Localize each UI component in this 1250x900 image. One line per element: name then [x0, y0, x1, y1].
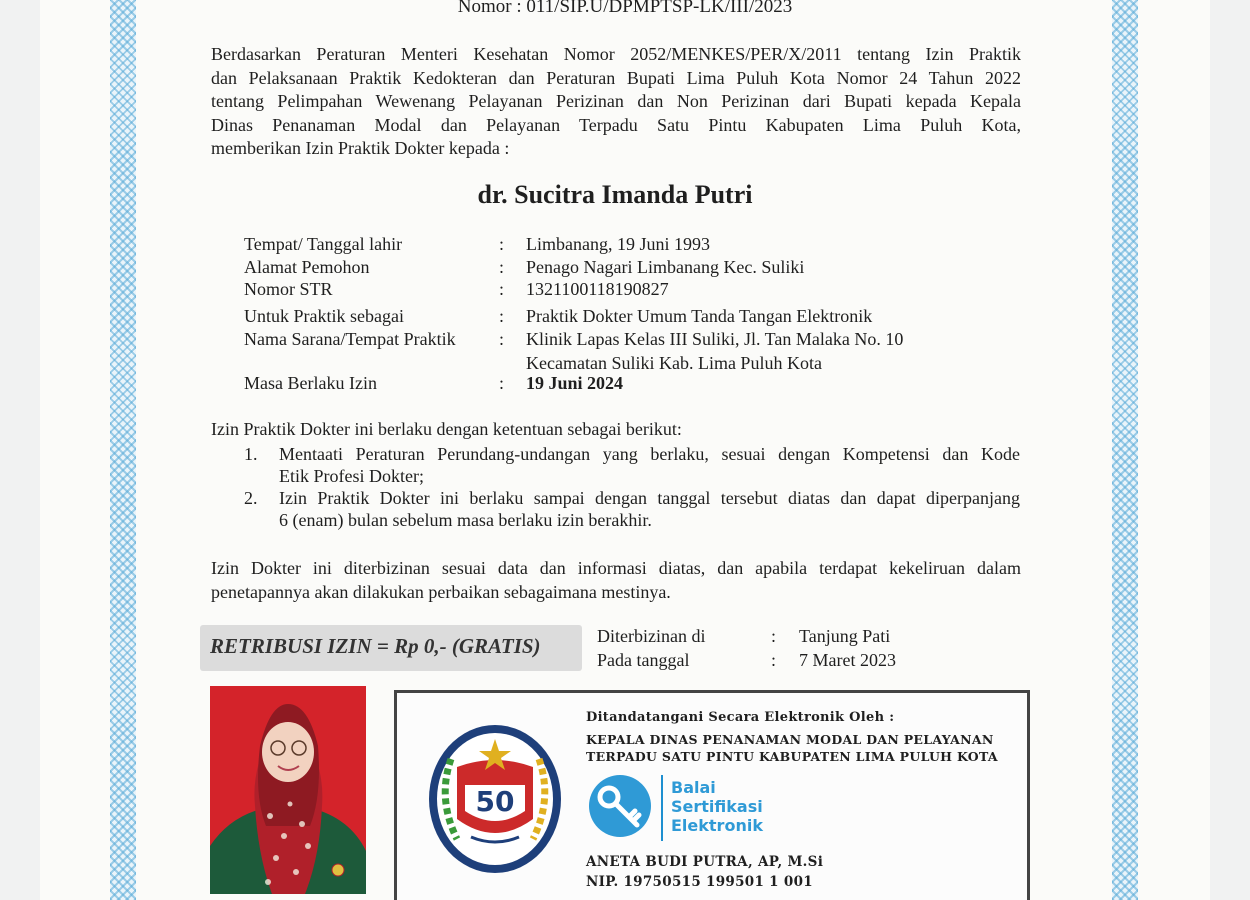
condition-text: [279, 487, 1020, 531]
detail-colon: :: [499, 373, 505, 393]
issued-place-label: Diterbizinan di: [597, 626, 706, 646]
detail-value: 19 Juni 2024: [526, 373, 624, 393]
official-name: ANETA BUDI PUTRA, AP, M.Si: [586, 854, 824, 870]
condition-text: [279, 443, 1020, 487]
intro-paragraph: [211, 43, 1021, 161]
intro-line: dan Pelaksanaan Praktik Kedokteran dan Peraturan Bupati Lima Puluh Kota Nomor 24 Tahun 2022: [211, 67, 1021, 88]
closing-paragraph: [211, 557, 1021, 604]
condition-line: 6 (enam) bulan sebelum masa berlaku izin berakhir.: [279, 510, 652, 530]
intro-line: tentang Pelimpahan Wewenang Pelayanan Perizinan dan Non Perizinan dari Bupati kepada Kepala: [211, 91, 1021, 111]
issued-place-colon: :: [771, 626, 777, 646]
decorative-border-left: [110, 0, 136, 900]
issued-place-value: Tanjung Pati: [799, 626, 891, 646]
detail-label: Nama Sarana/Tempat Praktik: [244, 329, 456, 349]
detail-label: Nomor STR: [244, 279, 333, 299]
detail-value: 1321100118190827: [526, 279, 669, 299]
detail-label: Tempat/ Tanggal lahir: [244, 234, 403, 254]
closing-line: Izin Dokter ini diterbizinan sesuai data dan informasi diatas, dan apabila terdapat kekeliruan dalam: [211, 558, 1021, 578]
condition-number: 1.: [244, 444, 258, 464]
decorative-border-right: [1112, 0, 1138, 900]
detail-colon: :: [499, 234, 505, 254]
condition-line: Mentaati Peraturan Perundang-undangan yang berlaku, sesuai dengan Kompetensi dan Kode: [279, 444, 1020, 464]
conditions-heading: Izin Praktik Dokter ini berlaku dengan ketentuan sebagai berikut:: [211, 419, 682, 439]
issued-date-label: Pada tanggal: [597, 650, 690, 670]
office-line-2: TERPADU SATU PINTU KABUPATEN LIMA PULUH KOTA: [586, 749, 998, 764]
official-nip: NIP. 19750515 199501 1 001: [586, 874, 813, 890]
detail-label: Untuk Praktik sebagai: [244, 306, 404, 326]
doctor-name: dr. Sucitra Imanda Putri: [477, 180, 753, 209]
intro-line: Berdasarkan Peraturan Menteri Kesehatan Nomor 2052/MENKES/PER/X/2011 tentang Izin Praktik: [211, 44, 1021, 64]
issued-date-colon: :: [771, 650, 777, 670]
intro-line: memberikan Izin Praktik Dokter kepada :: [211, 138, 510, 158]
seal-number: 50: [475, 785, 515, 818]
detail-value: Penago Nagari Limbanang Kec. Suliki: [526, 257, 805, 277]
detail-value: Praktik Dokter Umum Tanda Tangan Elektronik: [526, 306, 873, 326]
electronic-signature-box: [394, 690, 1030, 900]
bsre-text-1: Balai: [671, 778, 716, 797]
retribusi-stamp: [200, 625, 582, 671]
detail-colon: :: [499, 257, 505, 277]
detail-label: Masa Berlaku Izin: [244, 373, 377, 393]
bsre-divider: [661, 775, 663, 841]
bsre-key-icon: [587, 773, 653, 839]
regency-seal-icon: [427, 719, 563, 875]
detail-colon: :: [499, 329, 505, 349]
office-line-1: KEPALA DINAS PENANAMAN MODAL DAN PELAYANAN: [586, 732, 994, 747]
bsre-text-3: Elektronik: [671, 816, 763, 835]
detail-colon: :: [499, 306, 505, 326]
detail-value-continued: Kecamatan Suliki Kab. Lima Puluh Kota: [526, 353, 822, 373]
closing-line: penetapannya akan dilakukan perbaikan sebagaimana mestinya.: [211, 581, 671, 602]
detail-value: Klinik Lapas Kelas III Suliki, Jl. Tan Malaka No. 10: [526, 329, 904, 349]
condition-line: Izin Praktik Dokter ini berlaku sampai dengan tanggal tersebut diatas dan dapat diperpanjang: [279, 488, 1020, 508]
bsre-text-2: Sertifikasi: [671, 797, 763, 816]
condition-line: Etik Profesi Dokter;: [279, 466, 424, 486]
portrait-illustration: [210, 686, 366, 894]
applicant-photo: [210, 686, 366, 894]
signed-by-label: Ditandatangani Secara Elektronik Oleh :: [586, 710, 895, 725]
detail-colon: :: [499, 279, 505, 299]
detail-value: Limbanang, 19 Juni 1993: [526, 234, 710, 254]
document-number: Nomor : 011/SIP.U/DPMPTSP-LK/III/2023: [457, 0, 793, 17]
condition-number: 2.: [244, 488, 258, 508]
intro-line: Dinas Penanaman Modal dan Pelayanan Terpadu Satu Pintu Kabupaten Lima Puluh Kota,: [211, 114, 1021, 135]
issued-date-value: 7 Maret 2023: [799, 650, 896, 670]
detail-label: Alamat Pemohon: [244, 257, 370, 277]
retribusi-text: RETRIBUSI IZIN = Rp 0,- (GRATIS): [210, 634, 541, 658]
